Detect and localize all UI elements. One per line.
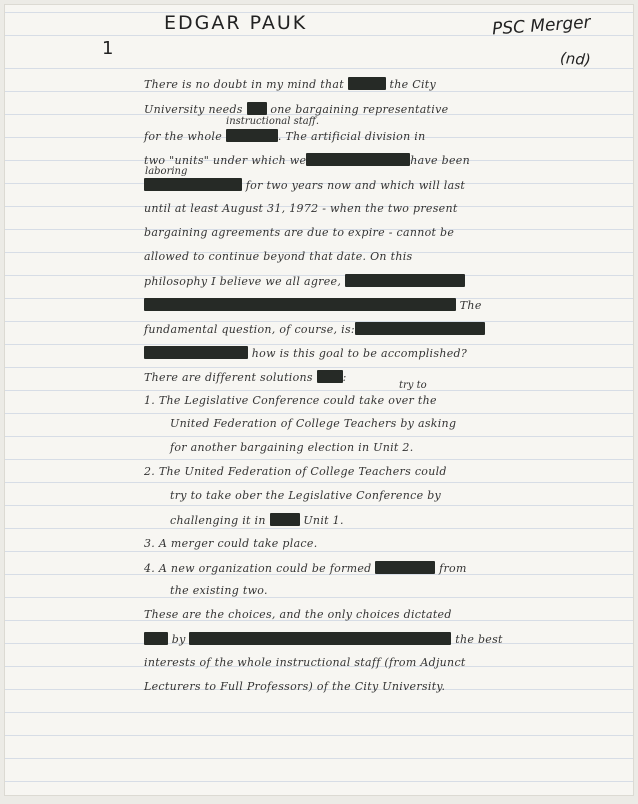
redaction: [306, 153, 410, 166]
redaction: [144, 178, 242, 191]
redaction: [247, 102, 267, 115]
redaction: [144, 298, 456, 311]
text-line-17: 2. The United Federation of College Teachers could: [144, 465, 447, 478]
text-line-18: try to take ober the Legislative Conference by: [170, 489, 442, 502]
text-line-7: bargaining agreements are due to expire - cannot be: [144, 226, 455, 239]
redaction: [348, 77, 386, 90]
text-line-20: 3. A merger could take place.: [144, 537, 318, 550]
redaction: [226, 129, 278, 142]
text-line-16: for another bargaining election in Unit 2.: [170, 441, 414, 454]
date-note-handwritten: (nd): [559, 48, 592, 70]
text-line-5: for two years now and which will last: [144, 178, 465, 192]
page-mark: 1: [102, 38, 114, 59]
text-line-12: how is this goal to be accomplished?: [144, 346, 467, 360]
text-line-25: interests of the whole instructional staff (from Adjunct: [144, 656, 466, 669]
redaction: [189, 632, 451, 645]
text-line-15: United Federation of College Teachers by asking: [170, 417, 457, 430]
text-line-6: until at least August 31, 1972 - when the two present: [144, 202, 458, 215]
redaction: [375, 561, 435, 574]
file-tag-handwritten: PSC Merger: [491, 12, 592, 40]
text-line-1: There is no doubt in my mind that the City: [144, 78, 437, 91]
text-line-24: by the best: [144, 632, 503, 646]
text-line-9: philosophy I believe we all agree,: [144, 274, 465, 288]
text-line-22: the existing two.: [170, 584, 268, 597]
document-page: [4, 4, 634, 796]
text-line-19: challenging it in Unit 1.: [170, 514, 344, 527]
insertion-laboring: laboring: [145, 166, 188, 177]
insertion-instructional-staff: instructional staff.: [226, 116, 320, 127]
redaction: [144, 632, 168, 645]
insertion-try-to: try to: [399, 380, 427, 391]
text-line-13: There are different solutions :: [144, 371, 347, 384]
text-line-10: The: [144, 298, 482, 312]
text-line-21: 4. A new organization could be formed from: [144, 562, 467, 575]
text-line-26: Lecturers to Full Professors) of the City University.: [144, 680, 446, 693]
text-line-3: for the whole . The artificial division in: [144, 130, 426, 143]
text-line-14: 1. The Legislative Conference could take over the: [144, 394, 437, 407]
text-line-11: fundamental question, of course, is:: [144, 322, 485, 336]
text-line-4: two "units" under which we have been: [144, 154, 471, 167]
text-line-8: allowed to continue beyond that date. On this: [144, 250, 413, 263]
redaction: [345, 274, 465, 287]
redaction: [270, 513, 300, 526]
redaction: [355, 322, 485, 335]
text-line-23: These are the choices, and the only choices dictated: [144, 608, 452, 621]
author-handwritten: EDGAR PAUK: [164, 12, 308, 34]
text-line-2: University needs one bargaining representative: [144, 103, 449, 116]
redaction: [317, 370, 343, 383]
redaction: [144, 346, 248, 359]
